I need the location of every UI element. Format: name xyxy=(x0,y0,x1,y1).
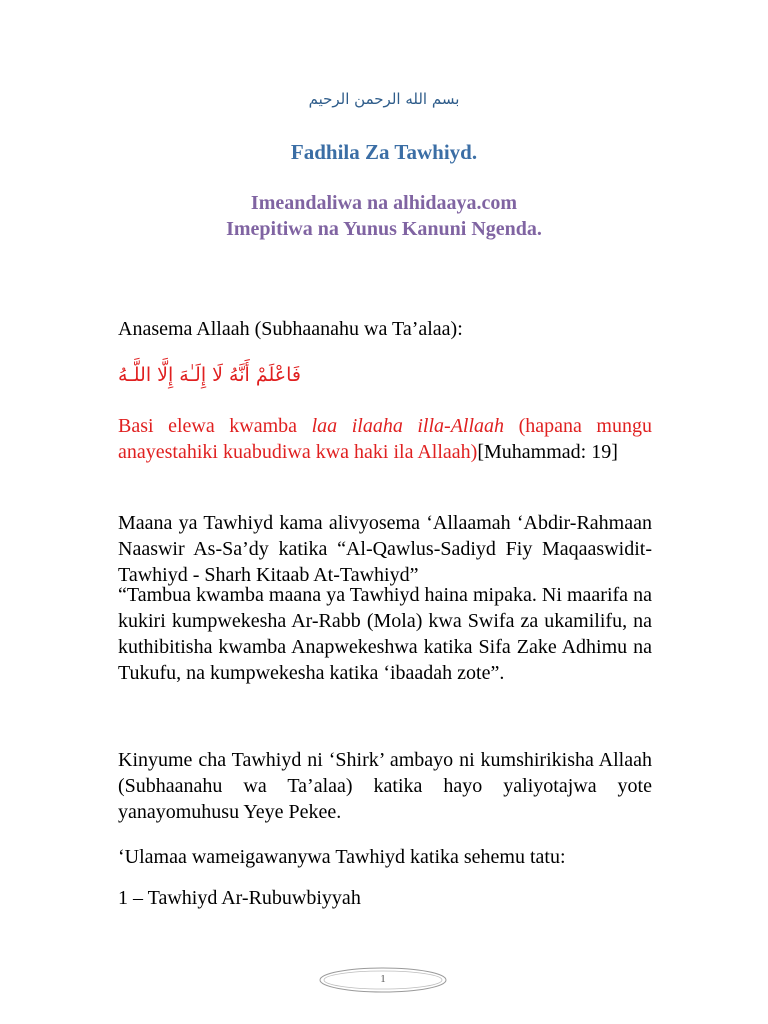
paragraph-definition-source: Maana ya Tawhiyd kama alivyosema ‘Allaamah ‘Abdir-Rahmaan Naaswir As-Sa’dy katika “Al-Qawlus-Sadiyd Fiy Maqaaswidit-Tawhiyd - Sharh Kitaab At-Tawhiyd” xyxy=(118,512,652,586)
verse-text-part1: Basi elewa kwamba xyxy=(118,415,312,437)
paragraph-shirk: Kinyume cha Tawhiyd ni ‘Shirk’ ambayo ni kumshirikisha Allaah (Subhaanahu wa Ta’alaa) katika hayo yaliyotajwa yote yanayomuhusu Yeye Pekee. xyxy=(118,749,652,823)
document-title: Fadhila Za Tawhiyd. xyxy=(290,140,478,164)
verse-translation xyxy=(118,413,652,465)
page-number: 1 xyxy=(380,973,386,985)
paragraph-divisions: ‘Ulamaa wameigawanywa Tawhiyd katika sehemu tatu: xyxy=(118,846,566,868)
intro-paragraph: Anasema Allaah (Subhaanahu wa Ta’alaa): xyxy=(118,318,463,340)
reviewed-by-line: Imepitiwa na Yunus Kanuni Ngenda. xyxy=(226,218,542,240)
prepared-by-line: Imeandaliwa na alhidaaya.com xyxy=(250,192,518,214)
page-number-ornament xyxy=(318,966,448,994)
bismillah-heading: بسم الله الرحمن الرحيم xyxy=(308,90,460,108)
verse-italic-text: laa ilaaha illa-Allaah xyxy=(311,415,505,437)
list-item-rubuwbiyyah: 1 – Tawhiyd Ar-Rubuwbiyyah xyxy=(118,887,361,909)
verse-text-part2: (hapana mungu anayestahiki kuabudiwa kwa haki ila Allaah) xyxy=(118,415,652,463)
paragraph-definition-quote: “Tambua kwamba maana ya Tawhiyd haina mipaka. Ni maarifa na kukiri kumpwekesha Ar-Rabb (Mola) kwa Swifa za ukamilifu, na kuthibitisha kwamba Anapwekeshwa katika Sifa Zake Adhimu na Tukufu, na kumpwekesha katika ‘ibaadah zote”. xyxy=(118,584,652,684)
credits-block xyxy=(0,190,768,242)
arabic-verse-text: فَاعْلَمْ أَنَّهُ لَا إِلَـٰهَ إِلَّا اللَّـهُ xyxy=(118,364,301,386)
verse-reference: [Muhammad: 19] xyxy=(477,441,618,463)
arabic-verse xyxy=(118,364,652,386)
